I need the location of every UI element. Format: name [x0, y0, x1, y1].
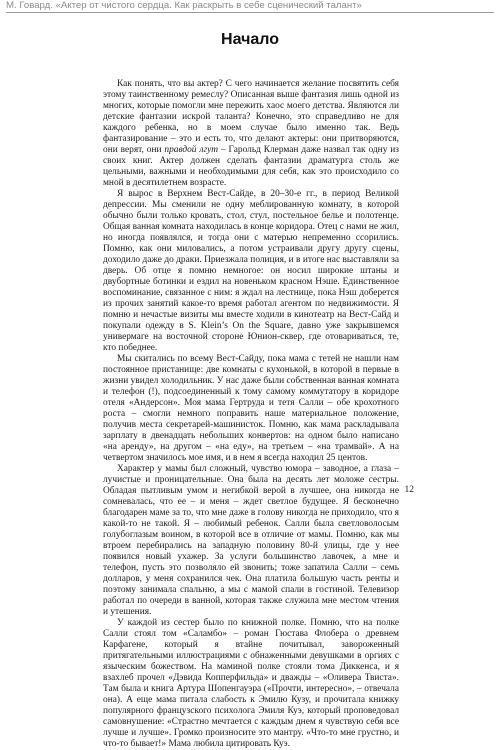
paragraph: Характер у мамы был сложный, чувство юмора – заводное, а глаза – лучистые и проницательные. Она была на десять лет моложе сестры. Обладая пытливым умом и негибкой верой в лучшее, она никогда не сомневалась, что ее – и меня – ждет светлое будущее. Я бесконечно благодарен маме за то, что мне даже в голову никогда не приходило, что я какой-то не такой. Я – любимый ребенок. Салли была светловолосым голубоглазым воином, в которой все в отличие от мамы. Помню, как мы втроем перебирались на западную половину 80-й улицы, где у нее появился новый ухажер. За услуги большинство лавочек, а мне и телефон, пусть это позволяло ей звонить; тоже запатила Салли – семь долларов, у меня сохранился чек. Она платила большую часть ренты и поэтому занимала спальню, а мы с мамой спали в гостиной. Телевизор работал по очереди в ванной, которая также служила мне местом чтения и утешения.: [103, 464, 399, 617]
paragraph: Я вырос в Верхнем Вест-Сайде, в 20–30-е гг., в период Великой депрессии. Мы сменили не одну меблированную комнату, в которой обычно были только кровать, стол, стул, постельное белье и полотенце. Общая ванная комната находилась в конце коридора. Отец с нами не жил, но иногда появлялся, и тогда они с матерью непременно ссорились. Помню, как они миловались, а потом устраивали другу другу сцены, доходило даже до драки. Приезжала полиция, и в итоге нас выставляли за дверь. Об отце я помню немногое: он носил широкие штаны и двубортные ботинки и ездил на новеньком красном Нэше. Единственное воспоминание, связанное с ним: я ждал на лестнице, пока Нэш доберется из прочих занятий какое-то время работал агентом по недвижимости. Я помню и нечастые визиты мы вместе ходили в кинотеатр на Вест-Сайд и покупали одежду в S. Klein’s On the Square, давно уже закрывшемся универмаге на восточной стороне Юнион-сквер, где отовариваться, те, кто победнее.: [103, 189, 399, 353]
paragraph: У каждой из сестер было по книжной полке. Помню, что на полке Салли стоял том «Саламбо» – роман Гюстава Флобера о древнем Карфагене, который я втайне почитывал, завороженный притягательными иллюстрациями с обнаженными девушками в оргиях с языческим божеством. На маминой полке стояли тома Диккенса, и я взахлеб прочел «Дэвида Копперфильда» и дважды – «Оливера Твиста». Там была и книга Артура Шопенгауэра («Прочти, интересно», – отвечала она). А еще мама питала слабость к Эмилю Кузу, и прочитала книжку популярного французского психолога Эмиля Куэ, который проповедовал самовнушение: «Страстно мечтается с каждым днем я чувствую себя все лучше и лучше». Громко произносите это мантру. «Что-то мне грустно, и что-то бывает!» Мама любила цитировать Куэ.: [103, 618, 399, 749]
paragraph: Как понять, что вы актер? С чего начинается желание посвятить себя этому таинственному ремеслу? Описанная выше фантазия лишь одной из многих, которые помогли мне пережить хаос моего детства. Являются ли детские фантазии искрой таланта? Конечно, это справедливо не для каждого ребенка, но в моем случае было именно так. Ведь фантазирование – это и есть то, что делают актеры: они притворяются, они верят, они правдой лгут – Гарольд Клерман даже назвал так одну из своих книг. Актер должен сделать фантазии драматурга столь же цельными, важными и необходимыми для себя, как это происходило со мной в десятилетнем возрасте.: [103, 79, 400, 188]
book-title-emphasis: правдой лгут: [164, 145, 219, 155]
running-header: [6, 0, 494, 13]
page-number: 12: [404, 485, 414, 495]
body-text: [103, 79, 399, 750]
paragraph: Мы скитались по всему Вест-Сайду, пока мама с тетей не нашли нам постоянное пристанище: две комнаты с кухонькой, в которой в первые в жизни увидел холодильник. У нас даже были собственная ванная комната и телефон (!), подсоединенный к тому самому коммутатору в коридоре отеля «Андерсон». Моя мама Гертруда и тетя Салли – обе крохотного роста – смогли немного поправить наше материальное положение, получив места секретарей-машинисток. Помню, как мама раскладывала зарплату в двенадцать небольших конвертов: на одном было написано «на аренду», на другом – «на еду», на третьем – «на трамвай». А на четвертом значилось мое имя, и в нем я всегда находил 25 центов.: [103, 354, 399, 463]
running-header-text: М. Говард. «Актер от чистого сердца. Как раскрыть в себе сценический талант»: [6, 0, 362, 11]
chapter-title: Начало: [221, 31, 279, 48]
